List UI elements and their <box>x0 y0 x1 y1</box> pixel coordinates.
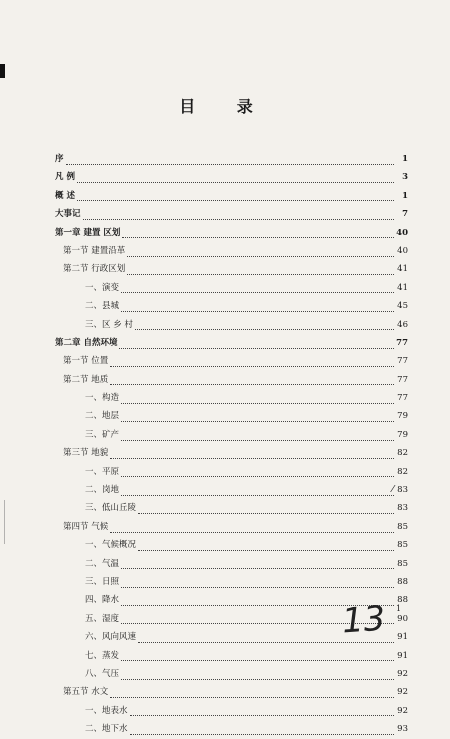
toc-entry-label: 一、气候概况 <box>85 540 137 551</box>
toc-entry <box>55 407 408 425</box>
dot-leader <box>121 282 394 293</box>
toc-entry <box>55 389 408 407</box>
dot-leader <box>130 705 394 716</box>
dot-leader <box>110 448 394 459</box>
toc-entry <box>55 371 408 389</box>
dot-leader <box>127 246 394 257</box>
toc-entry <box>55 555 408 573</box>
toc-entry-label: 第一章 建置 区划 <box>55 227 121 238</box>
toc-entry <box>55 683 408 701</box>
toc-entry <box>55 224 408 242</box>
toc-entry-label: 六、风向风速 <box>85 632 137 643</box>
toc-entry <box>55 720 408 738</box>
toc-entry-page: 77 <box>397 393 408 404</box>
toc-entry-page: 90 <box>397 613 408 624</box>
toc-entry-page: 79 <box>397 411 408 422</box>
dot-leader <box>77 172 394 183</box>
toc-entry-label: 一、构造 <box>85 393 120 404</box>
table-of-contents <box>55 150 408 739</box>
toc-entry-label: 三、区 乡 村 <box>85 319 133 330</box>
dot-leader <box>135 319 394 330</box>
toc-entry-page: 91 <box>397 650 408 661</box>
toc-entry-page: 91 <box>397 632 408 643</box>
margin-scribble <box>4 500 15 544</box>
toc-entry <box>55 444 408 462</box>
toc-entry-label: 三、低山丘陵 <box>85 503 137 514</box>
dot-leader <box>121 577 394 588</box>
dot-leader <box>121 411 394 422</box>
toc-entry-page: 77 <box>396 337 408 348</box>
toc-entry-label: 第二节 行政区划 <box>63 264 126 275</box>
toc-entry-page: 92 <box>397 687 408 698</box>
toc-entry-page: 77 <box>397 356 408 367</box>
page-number: 1 <box>396 604 402 613</box>
dot-leader <box>66 154 394 165</box>
toc-entry-label: 二、气温 <box>85 558 120 569</box>
toc-entry-page: 46 <box>397 319 408 330</box>
toc-entry-label: 序 <box>55 154 64 164</box>
binding-edge-mark <box>0 64 5 78</box>
dot-leader <box>110 356 394 367</box>
toc-entry-page: 93 <box>397 724 408 735</box>
dot-leader <box>121 650 394 661</box>
dot-leader <box>110 522 394 533</box>
toc-entry <box>55 573 408 591</box>
pen-mark: ⁄ <box>392 484 394 495</box>
toc-entry-label: 三、日照 <box>85 576 120 587</box>
handwritten-page-number: 13 <box>340 598 387 642</box>
toc-entry-page: 83 <box>397 503 408 514</box>
toc-entry <box>55 334 408 352</box>
toc-entry-page: 85 <box>397 521 408 532</box>
dot-leader <box>121 393 394 404</box>
dot-leader <box>138 540 394 551</box>
dot-leader <box>110 687 394 698</box>
dot-leader <box>127 264 394 275</box>
toc-entry <box>55 205 408 223</box>
dot-leader <box>122 227 394 238</box>
toc-entry-label: 第一节 建置沿革 <box>63 245 126 256</box>
toc-entry-label: 一、平原 <box>85 466 120 477</box>
toc-entry <box>55 518 408 536</box>
toc-entry-label: 第五节 水文 <box>63 687 109 698</box>
dot-leader <box>121 669 394 680</box>
toc-entry-page: 82 <box>397 466 408 477</box>
toc-entry-label: 二、地层 <box>85 411 120 422</box>
toc-entry-label: 第二章 自然环境 <box>55 337 118 348</box>
toc-entry <box>55 647 408 665</box>
toc-entry <box>55 150 408 168</box>
toc-entry-page: 1 <box>402 190 408 201</box>
toc-entry-page: 40 <box>397 245 408 256</box>
toc-entry-label: 七、蒸发 <box>85 650 120 661</box>
toc-entry <box>55 279 408 297</box>
dot-leader <box>130 724 394 735</box>
toc-entry-label: 八、气压 <box>85 668 120 679</box>
toc-entry-label: 第二节 地质 <box>63 374 109 385</box>
toc-entry-page: 41 <box>397 264 408 275</box>
toc-entry-page: 85 <box>397 558 408 569</box>
toc-entry <box>55 187 408 205</box>
toc-entry-page: 85 <box>397 540 408 551</box>
toc-entry <box>55 297 408 315</box>
toc-entry-page: 3 <box>402 172 408 183</box>
toc-entry <box>55 665 408 683</box>
dot-leader <box>121 466 394 477</box>
toc-entry-page: 83 <box>397 485 408 496</box>
dot-leader <box>83 209 394 220</box>
toc-entry <box>55 702 408 720</box>
dot-leader <box>119 338 394 349</box>
dot-leader <box>121 485 394 496</box>
toc-entry <box>55 481 408 499</box>
toc-entry-label: 第四节 气候 <box>63 521 109 532</box>
toc-entry <box>55 316 408 334</box>
toc-entry <box>55 426 408 444</box>
toc-entry-label: 大事记 <box>55 209 81 220</box>
dot-leader <box>121 430 394 441</box>
toc-entry-page: 88 <box>397 576 408 587</box>
toc-entry-page: 1 <box>402 154 408 164</box>
toc-entry-page: 82 <box>397 448 408 459</box>
toc-entry-page: 79 <box>397 429 408 440</box>
toc-entry-label: 一、地表水 <box>85 705 128 716</box>
toc-entry <box>55 536 408 554</box>
toc-entry-page: 41 <box>397 282 408 293</box>
toc-entry <box>55 242 408 260</box>
toc-entry-label: 凡 例 <box>55 172 75 183</box>
toc-entry-page: 92 <box>397 705 408 716</box>
toc-entry-page: 88 <box>397 595 408 606</box>
toc-entry-label: 二、岗地 <box>85 485 120 496</box>
dot-leader <box>121 301 394 312</box>
dot-leader <box>138 503 394 514</box>
page-title: 目 录 <box>179 97 271 116</box>
toc-entry-label: 概 述 <box>55 190 75 201</box>
toc-entry-page: 77 <box>397 374 408 385</box>
toc-entry <box>55 168 408 186</box>
toc-entry-label: 五、湿度 <box>85 613 120 624</box>
dot-leader <box>121 558 394 569</box>
toc-entry <box>55 352 408 370</box>
dot-leader <box>110 374 394 385</box>
toc-entry <box>55 463 408 481</box>
toc-entry-label: 四、降水 <box>85 595 120 606</box>
toc-entry-label: 一、演变 <box>85 282 120 293</box>
toc-entry-label: 第三节 地貌 <box>63 448 109 459</box>
toc-entry-label: 三、矿产 <box>85 429 120 440</box>
dot-leader <box>77 190 394 201</box>
toc-entry <box>55 260 408 278</box>
toc-entry-page: 40 <box>396 227 408 238</box>
toc-entry-label: 第一节 位置 <box>63 356 109 367</box>
toc-entry-page: 7 <box>402 209 408 220</box>
toc-entry <box>55 499 408 517</box>
toc-entry-page: 92 <box>397 668 408 679</box>
toc-entry-label: 二、县城 <box>85 301 120 312</box>
toc-entry-label: 二、地下水 <box>85 724 128 735</box>
toc-entry-page: 45 <box>397 301 408 312</box>
